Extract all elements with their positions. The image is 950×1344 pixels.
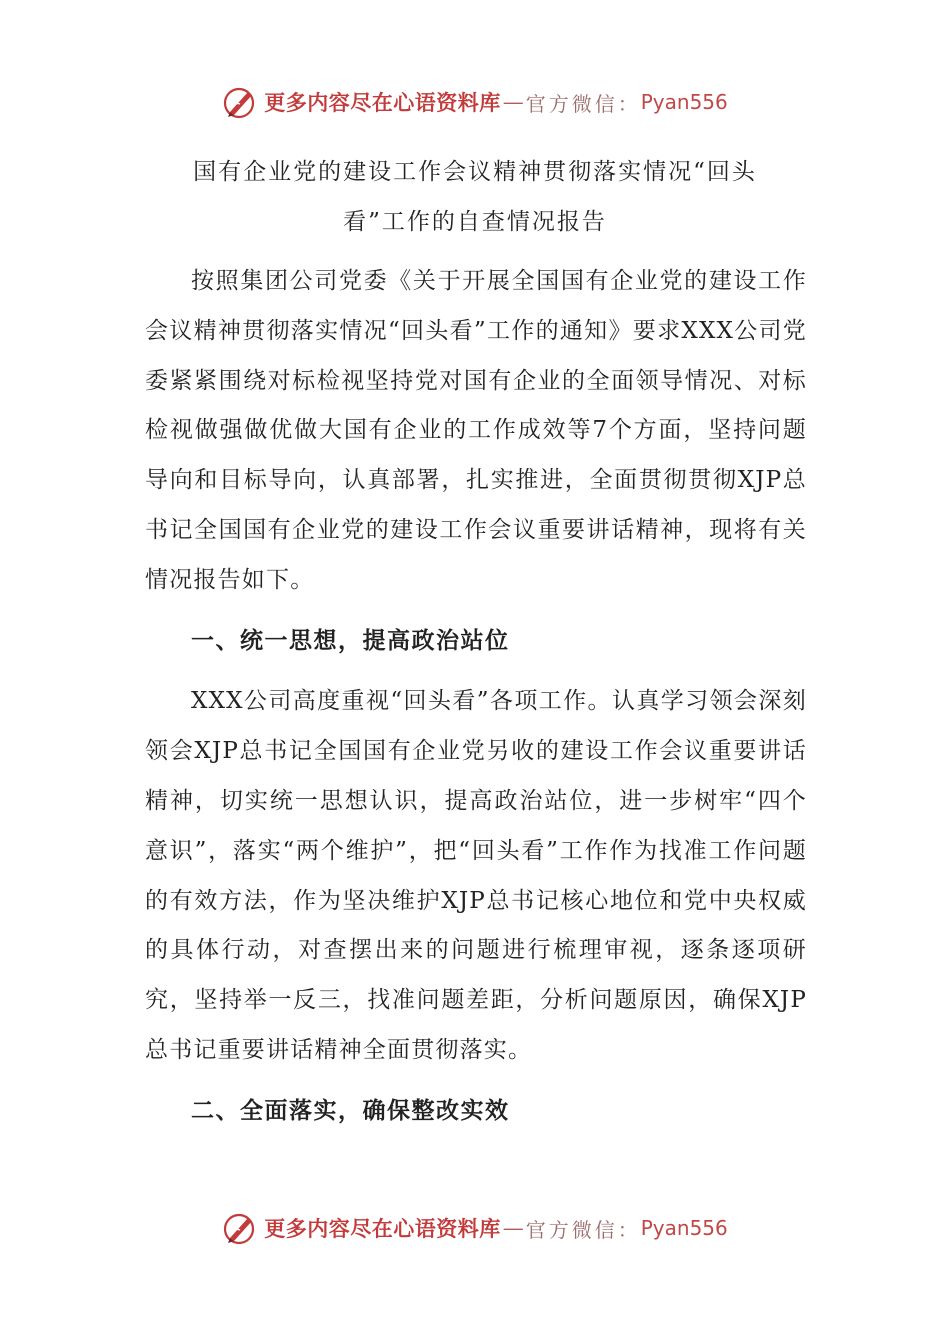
banner-label: 官方微信： — [525, 91, 641, 116]
title-line-1: 国有企业党的建设工作会议精神贯彻落实情况“回头 — [193, 159, 757, 185]
banner-wechat-id: Pyan556 — [640, 90, 728, 114]
header-banner — [0, 82, 950, 122]
banner-dash: — — [502, 90, 524, 114]
pen-logo-icon — [222, 84, 258, 120]
banner-wechat-id: Pyan556 — [640, 1216, 728, 1240]
banner-text: 更多内容尽在心语资料库 — [264, 1216, 501, 1241]
section-2-heading: 二、全面落实，确保整改实效 — [191, 1097, 510, 1124]
title-line-2: 看”工作的自查情况报告 — [343, 209, 607, 235]
section-1-heading: 一、统一思想，提高政治站位 — [191, 627, 510, 654]
banner-label: 官方微信： — [525, 1217, 641, 1242]
banner-dash: — — [502, 1216, 524, 1240]
footer-banner — [0, 1208, 950, 1248]
document-title — [145, 147, 805, 247]
document-body — [145, 257, 807, 1137]
intro-paragraph: 按照集团公司党委《关于开展全国国有企业党的建设工作会议精神贯彻落实情况“回头看”工作的通知》要求XXX公司党委紧紧围绕对标检视坚持党对国有企业的全面领导情况、对标检视做强做优做大国有企业的工作成效等7个方面，坚持问题导向和目标导向，认真部署，扎实推进，全面贯彻贯彻XJP总书记全国国有企业党的建设工作会议重要讲话精神，现将有关情况报告如下。 — [145, 268, 807, 593]
section-1-paragraph: XXX公司高度重视“回头看”各项工作。认真学习领会深刻领会XJP总书记全国国有企业党另收的建设工作会议重要讲话精神，切实统一思想认识，提高政治站位，进一步树牢“四个意识”，落实“两个维护”，把“回头看”工作作为找准工作问题的有效方法，作为坚决维护XJP总书记核心地位和党中央权威的具体行动，对查摆出来的问题进行梳理审视，逐条逐项研究，坚持举一反三，找准问题差距，分析问题原因，确保XJP总书记重要讲话精神全面贯彻落实。 — [145, 688, 807, 1063]
pen-logo-icon — [222, 1210, 258, 1246]
banner-text: 更多内容尽在心语资料库 — [264, 90, 501, 115]
